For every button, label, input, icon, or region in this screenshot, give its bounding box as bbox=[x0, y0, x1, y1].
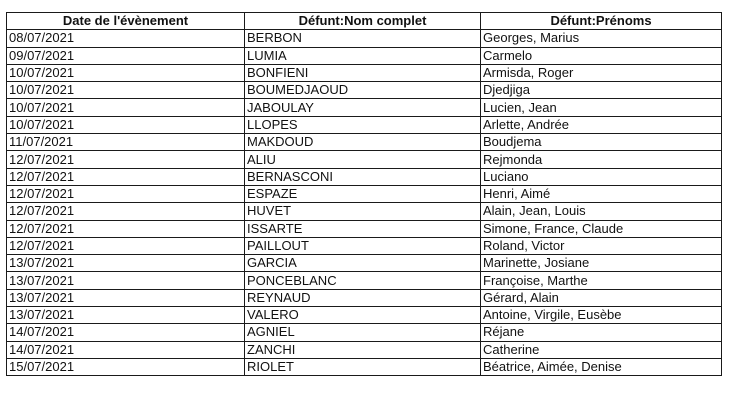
table-row bbox=[7, 289, 722, 306]
table-row bbox=[7, 272, 722, 289]
cell-prenoms: Béatrice, Aimée, Denise bbox=[481, 358, 722, 375]
cell-date: 08/07/2021 bbox=[7, 30, 245, 47]
cell-date: 15/07/2021 bbox=[7, 358, 245, 375]
table-row bbox=[7, 30, 722, 47]
cell-prenoms: Réjane bbox=[481, 324, 722, 341]
cell-nom: AGNIEL bbox=[245, 324, 481, 341]
cell-prenoms: Henri, Aimé bbox=[481, 185, 722, 202]
cell-nom: REYNAUD bbox=[245, 289, 481, 306]
cell-prenoms: Georges, Marius bbox=[481, 30, 722, 47]
cell-date: 12/07/2021 bbox=[7, 151, 245, 168]
cell-prenoms: Simone, France, Claude bbox=[481, 220, 722, 237]
cell-nom: ALIU bbox=[245, 151, 481, 168]
cell-nom: LLOPES bbox=[245, 116, 481, 133]
cell-date: 12/07/2021 bbox=[7, 237, 245, 254]
header-row bbox=[7, 13, 722, 30]
cell-date: 12/07/2021 bbox=[7, 168, 245, 185]
cell-nom: HUVET bbox=[245, 203, 481, 220]
table-row bbox=[7, 134, 722, 151]
table-row bbox=[7, 151, 722, 168]
cell-prenoms: Françoise, Marthe bbox=[481, 272, 722, 289]
table-row bbox=[7, 64, 722, 81]
cell-nom: PAILLOUT bbox=[245, 237, 481, 254]
cell-prenoms: Carmelo bbox=[481, 47, 722, 64]
column-header-nom: Défunt:Nom complet bbox=[245, 13, 481, 30]
death-register-table bbox=[6, 12, 722, 376]
table-row bbox=[7, 324, 722, 341]
cell-prenoms: Alain, Jean, Louis bbox=[481, 203, 722, 220]
cell-nom: RIOLET bbox=[245, 358, 481, 375]
cell-nom: BERBON bbox=[245, 30, 481, 47]
table-row bbox=[7, 255, 722, 272]
cell-prenoms: Boudjema bbox=[481, 134, 722, 151]
cell-date: 10/07/2021 bbox=[7, 82, 245, 99]
cell-prenoms: Marinette, Josiane bbox=[481, 255, 722, 272]
cell-date: 13/07/2021 bbox=[7, 289, 245, 306]
table-row bbox=[7, 341, 722, 358]
cell-date: 12/07/2021 bbox=[7, 185, 245, 202]
column-header-date: Date de l'évènement bbox=[7, 13, 245, 30]
table-row bbox=[7, 185, 722, 202]
cell-prenoms: Rejmonda bbox=[481, 151, 722, 168]
table-row bbox=[7, 99, 722, 116]
cell-nom: ISSARTE bbox=[245, 220, 481, 237]
table-row bbox=[7, 168, 722, 185]
table-row bbox=[7, 82, 722, 99]
cell-prenoms: Armisda, Roger bbox=[481, 64, 722, 81]
cell-prenoms: Catherine bbox=[481, 341, 722, 358]
cell-nom: VALERO bbox=[245, 307, 481, 324]
cell-prenoms: Luciano bbox=[481, 168, 722, 185]
cell-nom: GARCIA bbox=[245, 255, 481, 272]
cell-date: 10/07/2021 bbox=[7, 116, 245, 133]
table-row bbox=[7, 237, 722, 254]
cell-prenoms: Gérard, Alain bbox=[481, 289, 722, 306]
table-body bbox=[7, 30, 722, 376]
cell-nom: JABOULAY bbox=[245, 99, 481, 116]
cell-nom: BERNASCONI bbox=[245, 168, 481, 185]
cell-date: 13/07/2021 bbox=[7, 307, 245, 324]
table-row bbox=[7, 47, 722, 64]
cell-nom: ESPAZE bbox=[245, 185, 481, 202]
cell-nom: PONCEBLANC bbox=[245, 272, 481, 289]
cell-prenoms: Djedjiga bbox=[481, 82, 722, 99]
cell-nom: BONFIENI bbox=[245, 64, 481, 81]
cell-nom: MAKDOUD bbox=[245, 134, 481, 151]
cell-nom: BOUMEDJAOUD bbox=[245, 82, 481, 99]
cell-prenoms: Roland, Victor bbox=[481, 237, 722, 254]
cell-date: 13/07/2021 bbox=[7, 272, 245, 289]
table-row bbox=[7, 203, 722, 220]
cell-nom: ZANCHI bbox=[245, 341, 481, 358]
cell-prenoms: Arlette, Andrée bbox=[481, 116, 722, 133]
table-row bbox=[7, 307, 722, 324]
cell-date: 14/07/2021 bbox=[7, 341, 245, 358]
cell-prenoms: Antoine, Virgile, Eusèbe bbox=[481, 307, 722, 324]
cell-date: 13/07/2021 bbox=[7, 255, 245, 272]
cell-date: 10/07/2021 bbox=[7, 64, 245, 81]
table-row bbox=[7, 220, 722, 237]
cell-date: 12/07/2021 bbox=[7, 220, 245, 237]
cell-date: 12/07/2021 bbox=[7, 203, 245, 220]
cell-date: 09/07/2021 bbox=[7, 47, 245, 64]
cell-date: 11/07/2021 bbox=[7, 134, 245, 151]
table-header bbox=[7, 13, 722, 30]
column-header-prenoms: Défunt:Prénoms bbox=[481, 13, 722, 30]
table-row bbox=[7, 116, 722, 133]
cell-nom: LUMIA bbox=[245, 47, 481, 64]
cell-date: 10/07/2021 bbox=[7, 99, 245, 116]
cell-date: 14/07/2021 bbox=[7, 324, 245, 341]
cell-prenoms: Lucien, Jean bbox=[481, 99, 722, 116]
table-row bbox=[7, 358, 722, 375]
